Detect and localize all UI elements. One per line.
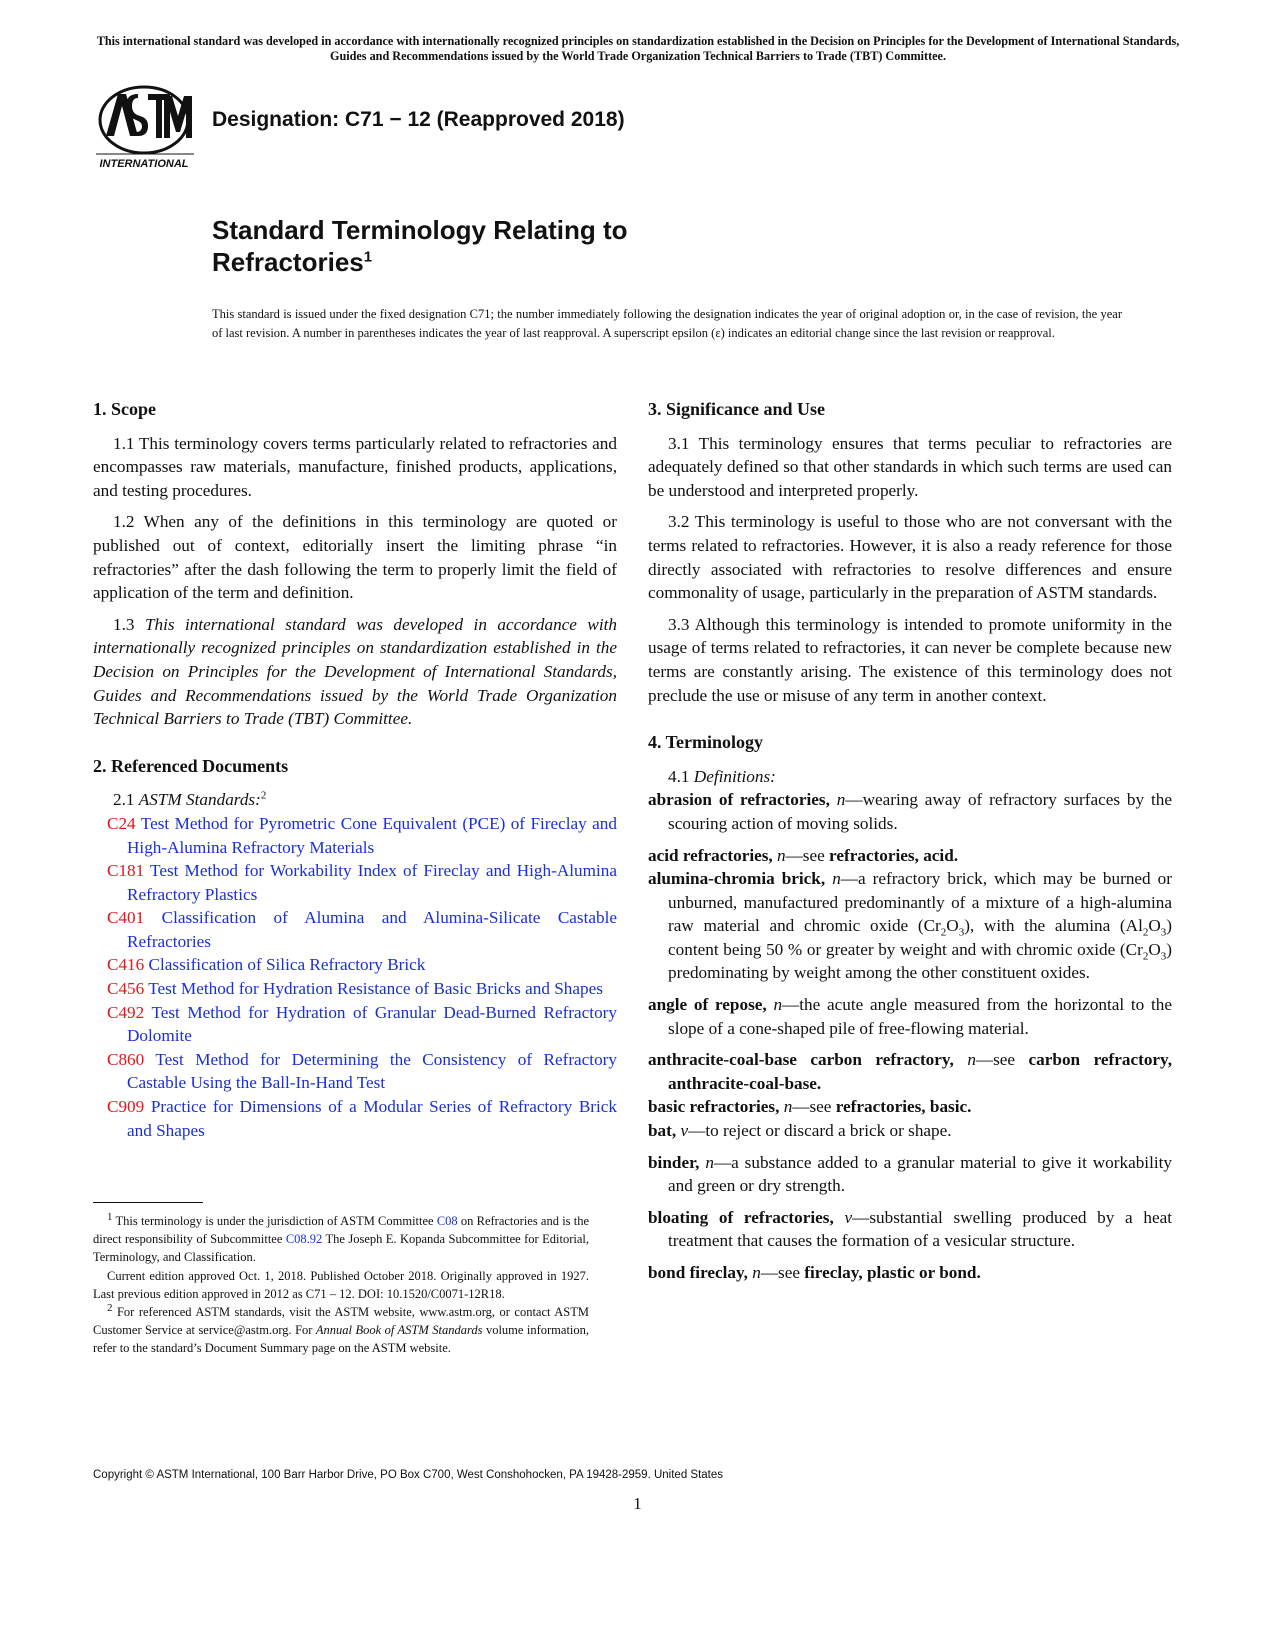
term-alumina-chromia: alumina-chromia brick, n—a refractory brick, which may be burned or unburned, manufactured predominantly of a mixture of a high-alumina raw material and chromic oxide $(Cr_2O_3)$, with the alumina $(Al_2O_3)$ content being 50 % or greater by weight and with chromic oxide $(Cr_2O_3)$ predominating by weight among the other constituent oxides. bbox=[648, 869, 1172, 983]
footnote-1: $^1$ This terminology is under the jurisdiction of ASTM Committee C08 on Refractories and is the direct responsibility of Subcommittee C08.92 The Joseph E. Kopanda Subcommittee for Editorial, Terminology, and Classification. bbox=[93, 1210, 590, 1265]
reference-code-link[interactable]: C416 bbox=[107, 955, 145, 975]
subcommittee-link[interactable]: C08.92 bbox=[285, 1232, 323, 1247]
right-column bbox=[648, 398, 1172, 1293]
reference-title-link[interactable]: Classification of Silica Refractory Brick bbox=[148, 955, 426, 975]
logo-wordmark: INTERNATIONAL bbox=[99, 158, 189, 170]
scope-1-3: 1.3 This international standard was developed in accordance with internationally recognized principles on standardization established in the Decision on Principles for the Development of International Standards, Guides and Recommendations issued by the World Trade Organization Technical Barriers to Trade (TBT) Committee. bbox=[93, 614, 617, 729]
term-basic: basic refractories, n—see refractories, basic. bbox=[648, 1097, 972, 1117]
footnotes bbox=[93, 1212, 589, 1358]
reference-item bbox=[93, 953, 617, 977]
committee-link[interactable]: C08 bbox=[436, 1214, 458, 1228]
reference-title-link[interactable]: Test Method for Determining the Consistency of Refractory Castable Using the Ball-In-Hand Test bbox=[127, 1049, 617, 1093]
copyright: Copyright © ASTM International, 100 Barr Harbor Drive, PO Box C700, West Conshohocken, PA 19428-2959. United States bbox=[93, 1469, 724, 1481]
left-column bbox=[93, 398, 617, 1142]
top-notice: This international standard was developed in accordance with internationally recognized principles on standardization established in the Decision on Principles for the Development of International Standards, Guides and Recommendations issued by the World Trade Organization Technical Barriers to Trade (TBT) Committee. bbox=[96, 34, 1180, 63]
referenced-heading: 2. Referenced Documents bbox=[93, 755, 289, 776]
term-acid: acid refractories, n—see refractories, acid. bbox=[648, 845, 959, 865]
definitions-label: 4.1 Definitions: bbox=[668, 766, 776, 786]
reference-code-link[interactable]: C860 bbox=[107, 1049, 145, 1069]
term-angle-of-repose: angle of repose, n—the acute angle measured from the horizontal to the slope of a cone-shaped pile of free-flowing material. bbox=[648, 995, 1172, 1038]
reference-title-link[interactable]: Classification of Alumina and Alumina-Silicate Castable Refractories bbox=[127, 908, 617, 951]
reference-list bbox=[93, 812, 617, 1142]
term-bond-fireclay: bond fireclay, n—see fireclay, plastic or bond. bbox=[648, 1263, 981, 1282]
reference-title-link[interactable]: Practice for Dimensions of a Modular Series of Refractory Brick and Shapes bbox=[127, 1097, 618, 1140]
significance-3-1: 3.1 This terminology ensures that terms peculiar to refractories are adequately defined so that other standards in which such terms are used can be understood and interpreted properly. bbox=[648, 433, 1172, 500]
reference-code-link[interactable]: C909 bbox=[107, 1097, 145, 1117]
term-anthracite: anthracite-coal-base carbon refractory, n—see carbon refractory, anthracite-coal-base. bbox=[648, 1050, 1172, 1093]
reference-item bbox=[93, 906, 617, 953]
terminology-heading: 4. Terminology bbox=[648, 732, 764, 753]
footnote-2: $^2$ For referenced ASTM standards, visit the ASTM website, www.astm.org, or contact ASTM Customer Service at service@astm.org. For Annual Book of ASTM Standards volume information, refer to the standard’s Document Summary page on the ASTM website. bbox=[93, 1301, 590, 1356]
reference-code-link[interactable]: C401 bbox=[107, 908, 145, 928]
reference-code-link[interactable]: C456 bbox=[107, 979, 145, 999]
scope-1-1: 1.1 This terminology covers terms particularly related to refractories and encompasses raw materials, manufacture, finished products, applications, and testing procedures. bbox=[93, 433, 617, 500]
reference-item bbox=[93, 1048, 617, 1095]
issuance-statement: This standard is issued under the fixed designation C71; the number immediately following the designation indicates the year of original adoption or, in the case of revision, the year of last revision. A number in parentheses indicates the year of last reapproval. A superscript epsilon (ε) indicates an editorial change since the last revision or reapproval. bbox=[212, 307, 1122, 340]
reference-item bbox=[93, 977, 617, 1001]
page-title bbox=[212, 214, 772, 278]
term-abrasion: abrasion of refractories, n—wearing away of refractory surfaces by the scouring action of moving solids. bbox=[648, 790, 1172, 833]
title-footnote-mark: 1 bbox=[363, 248, 373, 266]
reference-code-link[interactable]: C24 bbox=[107, 813, 136, 833]
page-number: 1 bbox=[633, 1494, 642, 1513]
term-binder: binder, n—a substance added to a granular material to give it workability and green or dry strength. bbox=[648, 1152, 1172, 1196]
astm-logo-icon bbox=[92, 84, 200, 180]
reference-title-link[interactable]: Test Method for Hydration of Granular Dead-Burned Refractory Dolomite bbox=[127, 1002, 617, 1046]
term-bloating: bloating of refractories, v—substantial swelling produced by a heat treatment that causes the formation of a vesicular structure. bbox=[648, 1207, 1172, 1251]
reference-title-link[interactable]: Test Method for Pyrometric Cone Equivalent (PCE) of Fireclay and High-Alumina Refractory Materials bbox=[127, 813, 617, 857]
reference-title-link[interactable]: Test Method for Workability Index of Fireclay and High-Alumina Refractory Plastics bbox=[127, 861, 617, 904]
significance-3-2: 3.2 This terminology is useful to those who are not conversant with the terms related to refractories. However, it is also a ready reference for those directly associated with refractories to resolve differences and ensure commonality of usage, particularly in the preparation of ASTM standards. bbox=[648, 512, 1172, 603]
significance-heading: 3. Significance and Use bbox=[648, 399, 826, 419]
reference-title-link[interactable]: Test Method for Hydration Resistance of Basic Bricks and Shapes bbox=[148, 979, 603, 999]
footnote-rule bbox=[93, 1202, 203, 1203]
designation: Designation: C71 − 12 (Reapproved 2018) bbox=[212, 108, 625, 131]
reference-item bbox=[93, 812, 617, 859]
reference-code-link[interactable]: C492 bbox=[107, 1002, 145, 1022]
scope-1-2: 1.2 When any of the definitions in this terminology are quoted or published out of context, editorially insert the limiting phrase “in refractories” after the dash following the term to properly limit the field of application of the term and definition. bbox=[93, 512, 617, 603]
title-line-2: Refractories bbox=[212, 247, 364, 277]
footnote-1-edition: Current edition approved Oct. 1, 2018. Published October 2018. Originally approved in 1927. Last previous edition approved in 2012 as C71 – 12. DOI: 10.1520/C0071-12R18. bbox=[93, 1268, 589, 1301]
reference-code-link[interactable]: C181 bbox=[107, 861, 145, 881]
astm-standards-label: 2.1 ASTM Standards:$^2$ bbox=[113, 789, 267, 810]
term-bat: bat, v—to reject or discard a brick or shape. bbox=[648, 1121, 952, 1141]
reference-item bbox=[93, 1095, 617, 1142]
scope-heading: 1. Scope bbox=[93, 399, 156, 419]
significance-3-3: 3.3 Although this terminology is intended to promote uniformity in the usage of terms related to refractories, it can never be complete because new terms are constantly arising. The existence of this terminology does not preclude the use or misuse of any term in another context. bbox=[648, 614, 1172, 705]
title-line-1: Standard Terminology Relating to bbox=[212, 215, 628, 245]
reference-item bbox=[93, 859, 617, 906]
reference-item bbox=[93, 1001, 617, 1048]
